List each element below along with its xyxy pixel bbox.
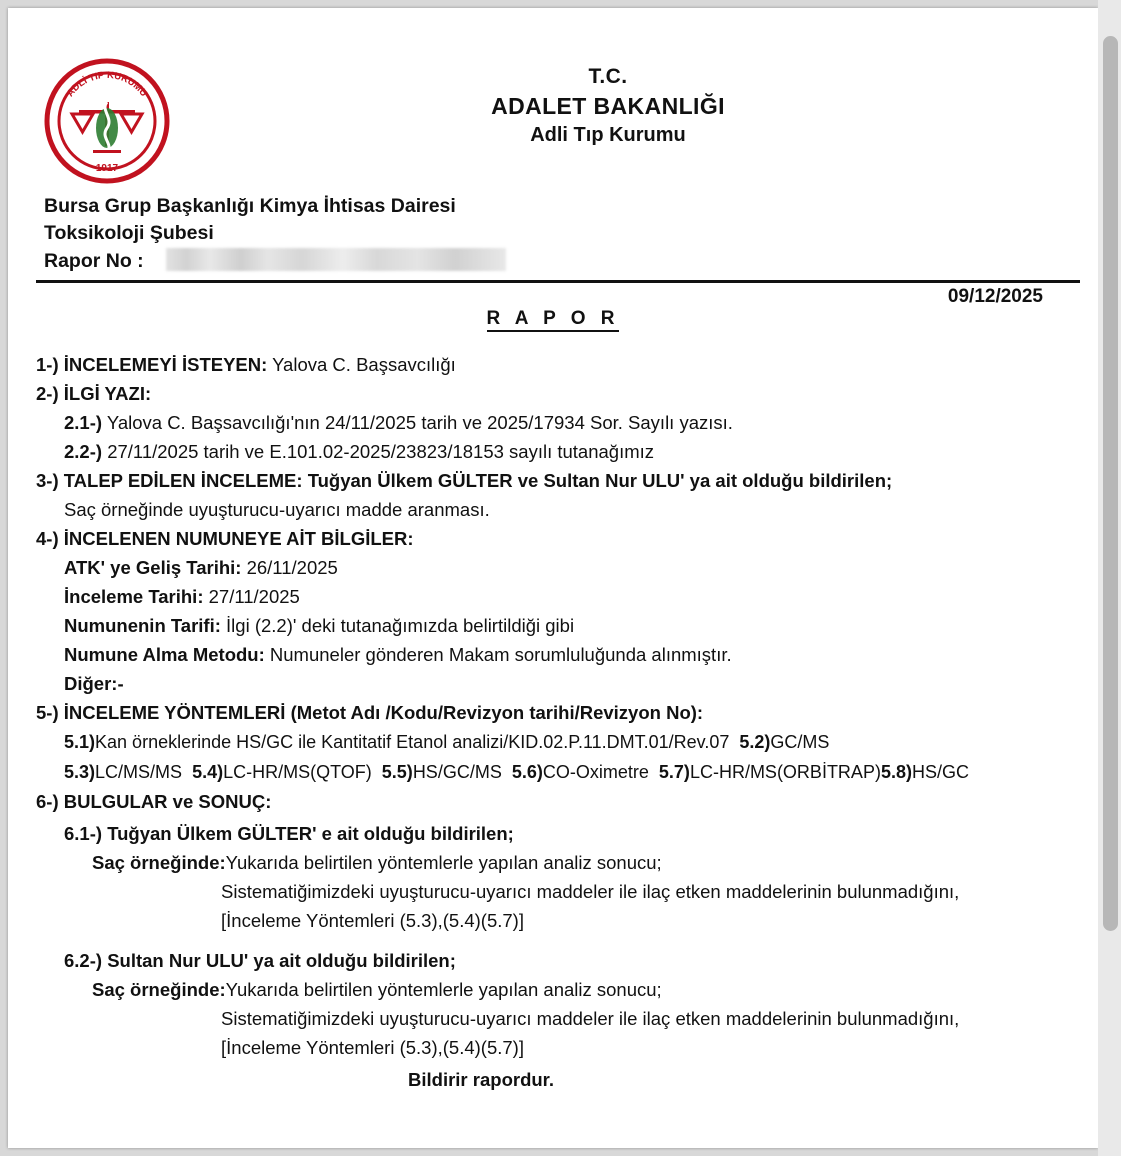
method-5-4-no: 5.4) [192, 762, 224, 782]
method-5-1-text: Kan örneklerinde HS/GC ile Kantitatif Etanol analizi/KID.02.P.11.DMT.01/Rev.07 [95, 732, 730, 752]
svg-text:ADLİ TIP KURUMU: ADLİ TIP KURUMU [64, 69, 150, 99]
section-2-1-value: Yalova C. Başsavcılığı'nın 24/11/2025 tarih ve 2025/17934 Sor. Sayılı yazısı. [106, 412, 733, 433]
method-5-7-text: LC-HR/MS(ORBİTRAP) [689, 762, 881, 782]
section-6-2-sample [36, 975, 1076, 1004]
section-3-subjects: Tuğyan Ülkem GÜLTER ve Sultan Nur ULU' ya ait olduğu bildirilen; [307, 470, 893, 491]
document-header [338, 63, 878, 150]
department-line-1: Bursa Grup Başkanlığı Kimya İhtisas Dairesi [44, 195, 456, 217]
method-5-1-no: 5.1) [64, 732, 96, 752]
report-title [8, 308, 1098, 330]
method-5-4-text: LC-HR/MS(QTOF) [223, 762, 372, 782]
method-5-3-no: 5.3) [64, 762, 96, 782]
section-6-2-result-line-1: Sistematiğimizdeki uyuşturucu-uyarıcı maddeler ile ilaç etken maddelerinin bulunmadığını, [221, 1008, 960, 1029]
sample-description [36, 611, 1076, 640]
report-no-redaction [166, 248, 506, 271]
sample-description-value: İlgi (2.2)' deki tutanağımızda belirtildiği gibi [226, 615, 575, 636]
section-2-1-label: 2.1-) [64, 412, 103, 433]
section-2-2-label: 2.2-) [64, 441, 103, 462]
section-1-value: Yalova C. Başsavcılığı [272, 354, 456, 375]
section-6-1-result-line-1: Sistematiğimizdeki uyuşturucu-uyarıcı maddeler ile ilaç etken maddelerinin bulunmadığını, [221, 881, 960, 902]
section-6-2-sample-label: Saç örneğinde: [92, 979, 226, 1000]
header-divider [36, 280, 1080, 283]
adli-tip-kurumu-emblem-icon [44, 58, 170, 184]
method-5-2-no: 5.2) [739, 732, 771, 752]
sample-arrival-date [36, 553, 1076, 582]
section-3-label: 3-) TALEP EDİLEN İNCELEME: [36, 470, 303, 491]
sampling-method [36, 640, 1076, 669]
section-6-1-sample [36, 848, 1076, 877]
section-6-1-result-line-2: [İnceleme Yöntemleri (5.3),(5.4)(5.7)] [221, 910, 524, 931]
section-6-2-result-line-2: [İnceleme Yöntemleri (5.3),(5.4)(5.7)] [221, 1037, 524, 1058]
method-5-8-text: HS/GC [911, 762, 969, 782]
sample-description-label: Numunenin Tarifi: [64, 615, 221, 636]
examination-date [36, 582, 1076, 611]
vertical-scrollbar[interactable] [1098, 0, 1121, 1156]
sample-arrival-date-label: ATK' ye Geliş Tarihi: [64, 557, 242, 578]
section-4-label: 4-) İNCELENEN NUMUNEYE AİT BİLGİLER: [36, 528, 414, 549]
department-block [44, 193, 456, 247]
section-6-1-sample-value: Yukarıda belirtilen yöntemlerle yapılan analiz sonucu; [225, 852, 662, 873]
report-no-label: Rapor No : [44, 250, 144, 272]
section-6-label: 6-) BULGULAR ve SONUÇ: [36, 791, 272, 812]
header-line-ministry: ADALET BAKANLIĞI [491, 93, 725, 119]
section-3-request: Saç örneğinde uyuşturucu-uyarıcı madde aranması. [64, 499, 490, 520]
section-2-label: 2-) İLGİ YAZI: [36, 383, 152, 404]
method-5-5-text: HS/GC/MS [412, 762, 502, 782]
method-5-8-no: 5.8) [880, 762, 912, 782]
methods-line-2 [36, 757, 1076, 787]
section-6-2-subject: Sultan Nur ULU' ya ait olduğu bildirilen; [107, 950, 456, 971]
document-page [8, 8, 1098, 1148]
header-line-tc: T.C. [588, 65, 628, 88]
examination-date-label: İnceleme Tarihi: [64, 586, 204, 607]
method-5-5-no: 5.5) [381, 762, 413, 782]
header-line-institution: Adli Tıp Kurumu [530, 124, 686, 146]
report-title-text: R A P O R [487, 308, 620, 332]
sampling-method-value: Numuneler gönderen Makam sorumluluğunda alınmıştır. [269, 644, 732, 665]
method-5-6-text: CO-Oximetre [542, 762, 649, 782]
sample-arrival-date-value: 26/11/2025 [246, 557, 338, 578]
vertical-scrollbar-thumb[interactable] [1103, 36, 1118, 931]
department-line-2: Toksikoloji Şubesi [44, 222, 214, 244]
section-1-label: 1-) İNCELEMEYİ İSTEYEN: [36, 354, 268, 375]
section-6-2-label: 6.2-) [64, 950, 103, 971]
section-6-2-sample-value: Yukarıda belirtilen yöntemlerle yapılan analiz sonucu; [225, 979, 662, 1000]
closing-statement: Bildirir rapordur. [408, 1069, 554, 1090]
section-2-2 [36, 437, 1076, 466]
section-6-2 [36, 946, 1076, 975]
section-2-2-value: 27/11/2025 tarih ve E.101.02-2025/23823/18153 sayılı tutanağımız [107, 441, 655, 462]
method-5-2-text: GC/MS [770, 732, 830, 752]
method-5-3-text: LC/MS/MS [95, 762, 183, 782]
section-5 [36, 698, 1076, 727]
section-6-1-sample-label: Saç örneğinde: [92, 852, 226, 873]
section-6-1 [36, 819, 1076, 848]
document-body [36, 350, 1076, 1094]
svg-text:1917: 1917 [95, 163, 119, 174]
section-5-label-detail: (Metot Adı /Kodu/Revizyon tarihi/Revizyon No): [290, 702, 704, 723]
section-2-1 [36, 408, 1076, 437]
document-date: 09/12/2025 [947, 286, 1043, 307]
section-6-1-subject: Tuğyan Ülkem GÜLTER' e ait olduğu bildirilen; [107, 823, 514, 844]
sample-other: Diğer:- [64, 673, 124, 694]
method-5-7-no: 5.7) [658, 762, 690, 782]
methods-line-1 [36, 727, 1076, 757]
examination-date-value: 27/11/2025 [208, 586, 300, 607]
sampling-method-label: Numune Alma Metodu: [64, 644, 265, 665]
section-5-label: 5-) İNCELEME YÖNTEMLERİ [36, 702, 286, 723]
section-1 [36, 350, 1076, 379]
section-3 [36, 466, 1076, 495]
method-5-6-no: 5.6) [511, 762, 543, 782]
section-6-1-label: 6.1-) [64, 823, 103, 844]
